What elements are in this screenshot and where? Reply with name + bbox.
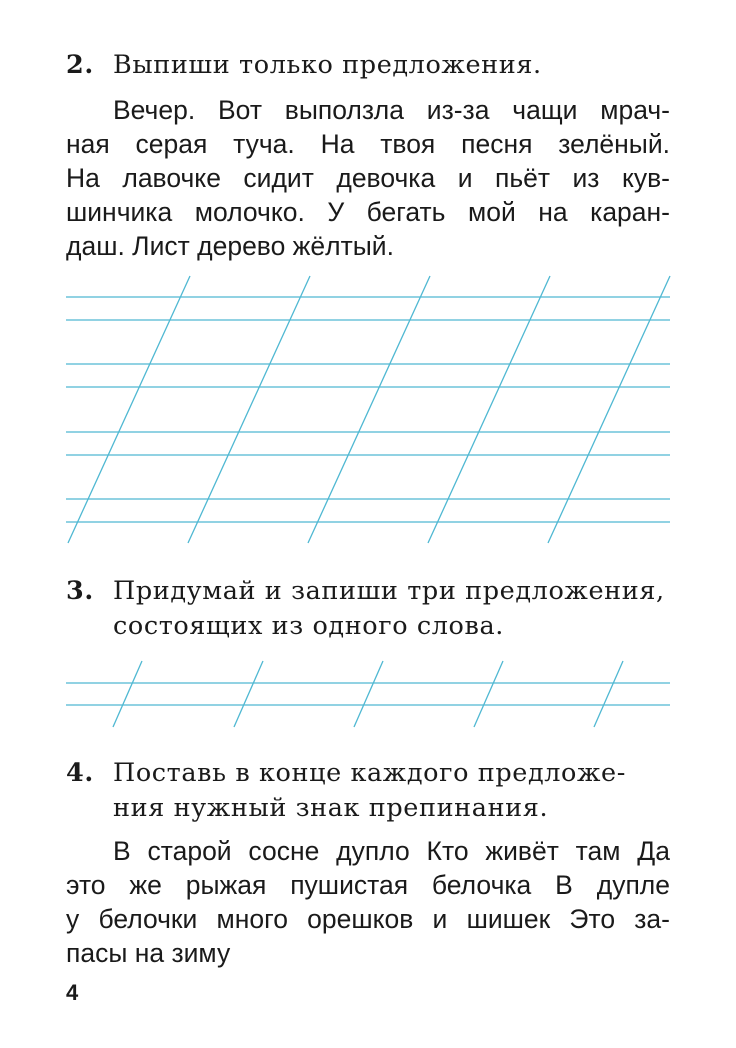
task-4-text-line: пасы на зиму (66, 938, 231, 968)
task-3-title: Придумай и запиши три предложения, (113, 576, 665, 606)
task-4-text-line: у белочки много орешков и шишек Это за- (66, 904, 670, 934)
slant-line (474, 661, 503, 727)
task-4-text-line: В старой сосне дупло Кто живёт там Да (113, 836, 670, 866)
slant-line (234, 661, 263, 727)
task-2-text-line: шинчика молочко. У бегать мой на каран- (66, 197, 670, 227)
page-number: 4 (66, 980, 79, 1005)
task-3-number: 3. (66, 576, 94, 606)
task-2-text-line: ная серая туча. На твоя песня зелёный. (66, 129, 670, 159)
slant-line (354, 661, 383, 727)
task-2-number: 2. (66, 50, 94, 80)
task-4-text-line: это же рыжая пушистая белочка В дупле (66, 870, 670, 900)
task-2-title: Выпиши только предложения. (113, 50, 542, 80)
task-2-text-line: На лавочке сидит девочка и пьёт из кув- (66, 163, 670, 193)
slant-line (594, 661, 623, 727)
task-4-title-continuation: ния нужный знак препинания. (113, 793, 549, 823)
task-4-title: Поставь в конце каждого предложе- (113, 758, 626, 788)
task-2-text-line: даш. Лист дерево жёлтый. (66, 231, 394, 261)
slant-line (113, 661, 142, 727)
task-4-number: 4. (66, 758, 94, 788)
task-2-text-line: Вечер. Вот выползла из-за чащи мрач- (113, 95, 670, 125)
task-3-title-continuation: состоящих из одного слова. (113, 611, 504, 641)
